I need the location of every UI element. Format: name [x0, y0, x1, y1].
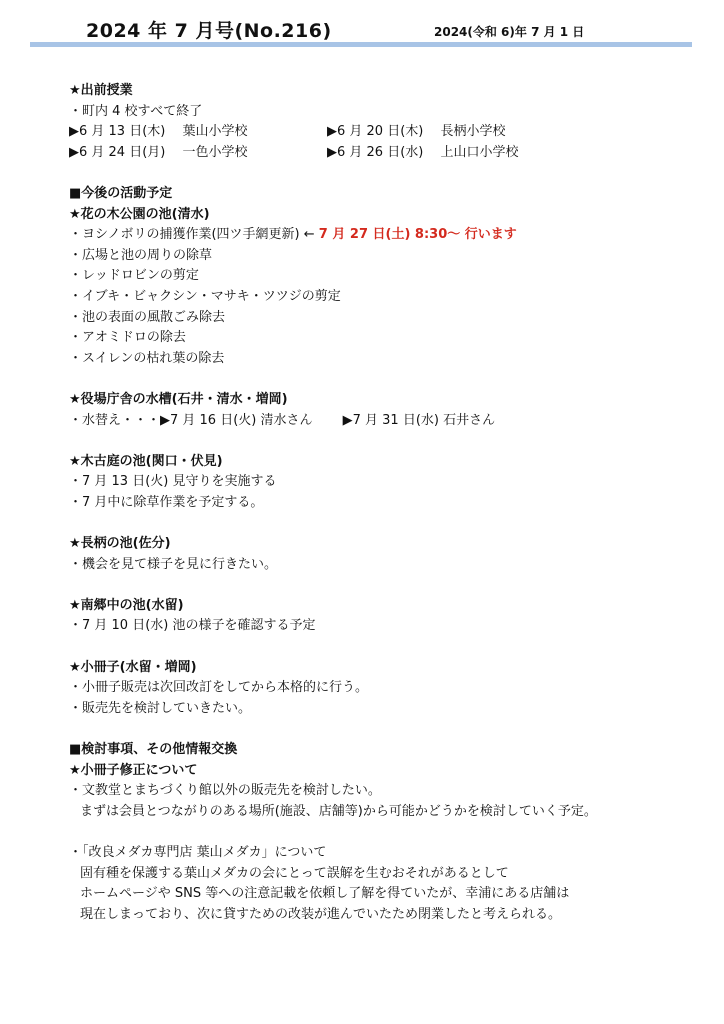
hananoki-task-yoshinobori: ・ヨシノボリの捕獲作業(四ツ手網更新) ← 7 月 27 日(土) 8:30～ 行います — [69, 227, 517, 243]
revision-text: まずは会員とつながりのある場所(施設、店舗等)から可能かどうかを検討していく予定。 — [80, 803, 597, 819]
list-item: ・広場と池の周りの除草 — [69, 247, 213, 263]
revision-text: ・文教堂とまちづくり館以外の販売先を検討したい。 — [69, 783, 381, 799]
list-item: ・販売先を検討していきたい。 — [69, 700, 252, 716]
header-divider — [30, 42, 692, 47]
store-notice-text: ホームページや SNS 等への注意記載を依頼し了解を得ていたが、幸浦にある店舗は — [80, 886, 570, 902]
store-notice-text: 現在しまっており、次に貸すための改装が進んでいたため閉業したと考えられる。 — [80, 906, 562, 922]
subsection-heading-booklet: ★小冊子(水留・増岡) — [69, 659, 197, 675]
subsection-heading-nagae: ★長柄の池(佐分) — [69, 536, 171, 552]
list-item: ・池の表面の風散ごみ除去 — [69, 309, 226, 325]
schedule-entry: ▶6 月 24 日(月) 一色小学校 — [69, 144, 248, 160]
newsletter-body — [69, 81, 709, 925]
list-item: ・イブキ・ビャクシン・マサキ・ツツジの剪定 — [69, 288, 341, 304]
list-item: ・7 月中に除草作業を予定する。 — [69, 494, 264, 510]
list-item: ・アオミドロの除去 — [69, 330, 186, 346]
newsletter-header — [0, 0, 724, 48]
list-item: ・小冊子販売は次回改訂をしてから本格的に行う。 — [69, 680, 369, 696]
section-heading-discussion: ■検討事項、その他情報交換 — [69, 742, 238, 757]
list-item: ・7 月 13 日(火) 見守りを実施する — [69, 474, 277, 490]
subsection-heading-nango: ★南郷中の池(水留) — [69, 597, 184, 613]
list-item: ・7 月 10 日(水) 池の様子を確認する予定 — [69, 618, 316, 634]
event-date-highlight: 7 月 27 日(土) 8:30～ 行います — [318, 227, 517, 243]
delivery-schedule-row — [69, 122, 709, 143]
schedule-entry: ▶6 月 13 日(木) 葉山小学校 — [69, 124, 248, 140]
list-item: ・レッドロビンの剪定 — [69, 268, 199, 284]
list-item: ・機会を見て様子を見に行きたい。 — [69, 556, 278, 572]
subsection-heading-revision: ★小冊子修正について — [69, 762, 198, 778]
yakuba-water-change: ・水替え・・・▶7 月 16 日(火) 清水さん ▶7 月 31 日(水) 石井さん — [69, 412, 496, 428]
section-heading-delivery-class: ★出前授業 — [69, 83, 133, 98]
delivery-class-note: ・町内 4 校すべて終了 — [69, 103, 203, 119]
subsection-heading-yakuba: ★役場庁舎の水槽(石井・清水・増岡) — [69, 391, 288, 407]
schedule-entry: ▶6 月 26 日(水) 上山口小学校 — [327, 144, 519, 160]
delivery-schedule-row — [69, 143, 709, 164]
section-heading-plans: ■今後の活動予定 — [69, 185, 173, 201]
subsection-heading-hananoki: ★花の木公園の池(清水) — [69, 206, 210, 222]
issue-date: 2024(令和 6)年 7 月 1 日 — [434, 25, 585, 39]
schedule-entry: ▶6 月 20 日(木) 長柄小学校 — [327, 124, 506, 140]
subsection-heading-kikotei: ★木古庭の池(関口・伏見) — [69, 453, 223, 469]
issue-title: 2024 年 7 月号(No.216) — [86, 20, 332, 42]
store-notice-text: 固有種を保護する葉山メダカの会にとって誤解を生むおそれがあるとして — [80, 865, 509, 881]
list-item: ・スイレンの枯れ葉の除去 — [69, 350, 225, 366]
store-notice-title: ・「改良メダカ専門店 葉山メダカ」について — [69, 844, 327, 860]
